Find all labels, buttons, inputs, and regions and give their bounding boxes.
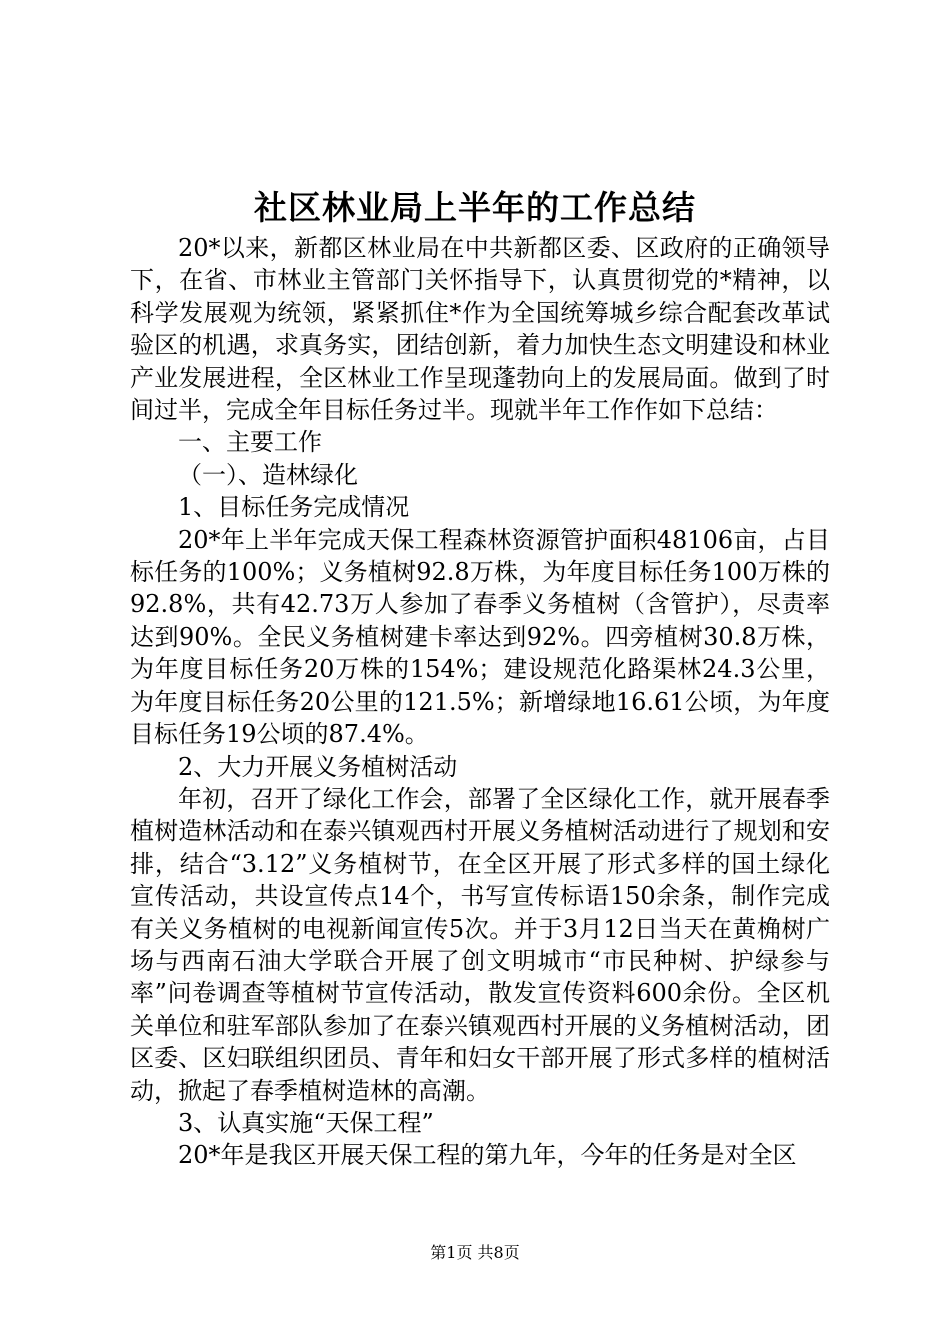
item-heading-targets: 1、目标任务完成情况 [178,493,410,522]
section-heading-main-work: 一、主要工作 [178,428,322,457]
document-title: 社区林业局上半年的工作总结 [254,188,696,227]
subsection-heading-afforestation: （一）、造林绿化 [178,460,358,489]
page-number-footer: 第1页 共8页 [430,1243,520,1262]
forest-protection-paragraph: 20*年是我区开展天保工程的第九年，今年的任务是对全区 [178,1141,797,1170]
item-heading-forest-protection: 3、认真实施“天保工程” [178,1108,434,1137]
tree-planting-paragraph: 年初，召开了绿化工作会，部署了全区绿化工作，就开展春季植树造林活动和在泰兴镇观西村开展义务植树活动进行了规划和安排，结合“3.12”义务植树节，在全区开展了形式多样的国土绿化宣传活动，共设宣传点14个，书写宣传标语150余条，制作完成有关义务植树的电视新闻宣传5次。并于3月12日当天在黄桷树广场与西南石油大学联合开展了创文明城市“市民种树、护绿参与率”问卷调查等植树节宣传活动，散发宣传资料600余份。全区机关单位和驻军部队参加了在泰兴镇观西村开展的义务植树活动，团区委、区妇联组织团员、青年和妇女干部开展了形式多样的植树活动，掀起了春季植树造林的高潮。 [130,784,830,1105]
intro-paragraph: 20*以来，新都区林业局在中共新都区委、区政府的正确领导下，在省、市林业主管部门关怀指导下，认真贯彻党的*精神，以科学发展观为统领，紧紧抓住*作为全国统筹城乡综合配套改革试验区的机遇，求真务实，团结创新，着力加快生态文明建设和林业产业发展进程，全区林业工作呈现蓬勃向上的发展局面。做到了时间过半，完成全年目标任务过半。现就半年工作作如下总结： [130,234,830,425]
item-heading-tree-planting: 2、大力开展义务植树活动 [178,752,458,781]
document-body [130,232,830,1172]
targets-paragraph: 20*年上半年完成天保工程森林资源管护面积48106亩，占目标任务的100%；义务植树92.8万株，为年度目标任务100万株的92.8%，共有42.73万人参加了春季义务植树（含管护），尽责率达到90%。全民义务植树建卡率达到92%。四旁植树30.8万株，为年度目标任务20万株的154%；建设规范化路渠林24.3公里，为年度目标任务20公里的121.5%；新增绿地16.61公顷，为年度目标任务19公顷的87.4%。 [130,525,830,749]
